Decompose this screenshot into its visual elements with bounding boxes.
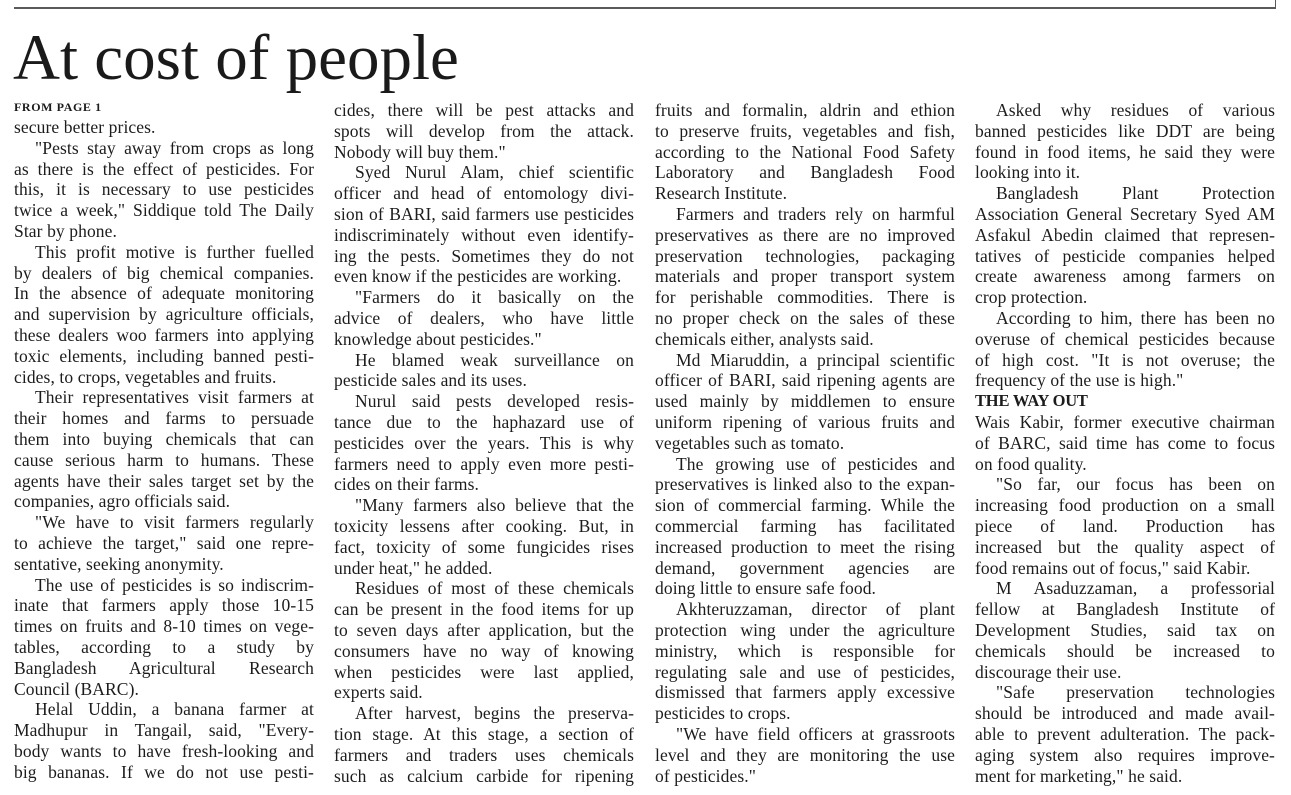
text-line: Star by phone. (14, 220, 117, 241)
text-line: banned pesticides like DDT are being (975, 120, 1275, 141)
paragraph (334, 350, 634, 392)
text-line: Farmers and traders rely on harmful (676, 203, 955, 224)
text-line: ment for marketing," he said. (975, 765, 1183, 786)
text-line: cides, to crops, vegetables and fruits. (14, 366, 277, 387)
text-line: Bangladesh Agricultural Research (14, 657, 314, 678)
paragraph (334, 391, 634, 495)
continued-from-label: FROM PAGE 1 (14, 100, 102, 114)
text-line: increasing food production on a small (975, 495, 1275, 516)
paragraph (14, 117, 314, 138)
text-line: toxic elements, including banned pesti- (14, 345, 314, 366)
text-line: chemicals either, analysts said. (655, 328, 874, 349)
text-line: "Pests stay away from crops as long (35, 137, 314, 158)
text-line: Wais Kabir, former executive chairman (975, 411, 1275, 432)
text-line: discourage their use. (975, 661, 1122, 682)
text-line: Helal Uddin, a banana farmer at (35, 699, 314, 720)
text-line: materials and proper transport system (655, 266, 955, 287)
paragraph (14, 512, 314, 574)
text-line: able to prevent adulteration. The pack- (975, 723, 1275, 744)
text-line: fruits and formalin, aldrin and ethion (655, 100, 955, 120)
headline: At cost of people (13, 22, 459, 94)
text-line: for perishable commodities. There is (655, 287, 955, 308)
text-line: "Many farmers also believe that the (355, 495, 634, 516)
article-column-3 (655, 100, 955, 786)
text-line: Md Miaruddin, a principal scientific (676, 349, 955, 370)
paragraph (975, 412, 1275, 474)
text-line: companies, agro officials said. (14, 491, 231, 512)
text-line: used mainly by middlemen to ensure (655, 391, 955, 412)
text-line: "Farmers do it basically on the (355, 287, 634, 308)
text-line: sion of BARI, said farmers use pesticides (334, 203, 634, 224)
text-line: ing the pests. Sometimes they do not (334, 245, 634, 266)
text-line: Association General Secretary Syed AM (975, 203, 1275, 224)
text-line: crop protection. (975, 287, 1088, 308)
text-line: consumers have no way of knowing (334, 640, 634, 661)
text-line: to preserve fruits, vegetables and fish, (655, 120, 955, 141)
paragraph (14, 575, 314, 700)
text-line: tables, according to a study by (14, 636, 314, 657)
text-line: such as calcium carbide for ripening (334, 765, 634, 786)
text-line: indiscriminately without even identify- (334, 224, 634, 245)
paragraph (334, 578, 634, 703)
text-line: regulating sale and use of pesticides, (655, 661, 955, 682)
text-line: chemicals should be increased to (975, 640, 1275, 661)
text-line: pesticide sales and its uses. (334, 370, 527, 391)
text-line: "We have to visit farmers regularly (35, 512, 314, 533)
paragraph (975, 308, 1275, 391)
text-line: Asked why residues of various (996, 100, 1275, 120)
text-line: doing little to ensure safe food. (655, 578, 877, 599)
paragraph (975, 100, 1275, 183)
paragraph (655, 204, 955, 350)
text-line: protection wing under the agriculture (655, 619, 955, 640)
text-line: fellow at Bangladesh Institute of (975, 599, 1275, 620)
text-line: commercial farming has facilitated (655, 515, 955, 536)
text-line: uniform ripening of various fruits and (655, 411, 955, 432)
paragraph (975, 474, 1275, 578)
text-line: can be present in the food items for up (334, 599, 634, 620)
text-line: "We have field officers at grassroots (676, 723, 955, 744)
text-line: level and they are monitoring the use (655, 744, 955, 765)
article-column-4 (975, 100, 1275, 786)
text-line: dismissed that farmers apply excessive (655, 682, 955, 703)
text-line: Development Studies, said tax on (975, 619, 1275, 640)
paragraph (655, 100, 955, 204)
text-line: farmers need to apply even more pesti- (334, 453, 634, 474)
text-line: found in food items, he said they were (975, 141, 1275, 162)
text-line: officer of BARI, said ripening agents are (655, 370, 955, 391)
paragraph (334, 287, 634, 349)
text-line: even know if the pesticides are working. (334, 266, 622, 287)
text-line: big bananas. If we do not use pesti- (14, 761, 314, 782)
text-line: Council (BARC). (14, 678, 139, 699)
text-line: preservatives as there are no improved (655, 224, 955, 245)
text-line: spots will develop from the attack. (334, 120, 634, 141)
text-line: tatives of pesticide companies helped (975, 245, 1275, 266)
text-line: to seven days after application, but the (334, 619, 634, 640)
text-line: times on fruits and 8-10 times on vege- (14, 616, 314, 637)
text-line: by dealers of big chemical companies. (14, 262, 314, 283)
text-line: fact, toxicity of some fungicides rises (334, 536, 634, 557)
paragraph (334, 162, 634, 287)
text-line: body wants to have fresh-looking and (14, 740, 314, 761)
paragraph (14, 699, 314, 782)
text-line: The growing use of pesticides and (676, 453, 955, 474)
text-line: advice of dealers, who have little (334, 307, 634, 328)
text-line: these dealers woo farmers into applying (14, 324, 314, 345)
text-line: preservation technologies, packaging (655, 245, 955, 266)
text-line: of high cost. "It is not overuse; the (975, 349, 1275, 370)
paragraph (655, 454, 955, 600)
text-line: according to the National Food Safety (655, 141, 955, 162)
paragraph (975, 578, 1275, 682)
text-line: inate that farmers apply those 10-15 (14, 595, 314, 616)
text-line: aging system also requires improve- (975, 744, 1275, 765)
paragraph (655, 350, 955, 454)
text-line: Asfakul Abedin claimed that represen- (975, 224, 1275, 245)
text-line: This profit motive is further fuelled (35, 241, 314, 262)
text-line: increased but the quality aspect of (975, 536, 1275, 557)
text-line: He blamed weak surveillance on (355, 349, 634, 370)
text-line: According to him, there has been no (996, 307, 1275, 328)
text-line: The use of pesticides is so indiscrim- (35, 574, 314, 595)
text-line: pesticides over the years. This is why (334, 432, 634, 453)
text-line: Nurul said pests developed resis- (355, 391, 634, 412)
text-line: knowledge about pesticides." (334, 328, 542, 349)
paragraph (975, 682, 1275, 786)
paragraph (655, 724, 955, 786)
text-line: their homes and farms to persuade (14, 408, 314, 429)
text-line: looking into it. (975, 162, 1081, 183)
text-line: demand, government agencies are (655, 557, 955, 578)
text-line: agents have their sales target set by the (14, 470, 314, 491)
text-line: toxicity lessens after cooking. But, in (334, 515, 634, 536)
paragraph (334, 495, 634, 578)
article-column-1 (14, 98, 314, 783)
text-line: twice a week," Siddique told The Daily (14, 200, 314, 221)
paragraph (14, 138, 314, 242)
text-line: frequency of the use is high." (975, 370, 1184, 391)
text-line: Residues of most of these chemicals (355, 578, 634, 599)
text-line: food remains out of focus," said Kabir. (975, 557, 1251, 578)
section-heading: THE WAY OUT (975, 391, 1088, 411)
text-line: experts said. (334, 682, 423, 703)
article-column-2 (334, 100, 634, 786)
text-line: Madhupur in Tangail, said, "Every- (14, 720, 314, 741)
text-line: when pesticides were last applied, (334, 661, 634, 682)
text-line: no proper check on the sales of these (655, 307, 955, 328)
paragraph (14, 387, 314, 512)
paragraph (334, 100, 634, 162)
text-line: of BARC, said time has come to focus (975, 432, 1275, 453)
text-line: preservatives is linked also to the expan- (655, 474, 955, 495)
text-line: them into buying chemicals that can (14, 428, 314, 449)
text-line: In the absence of adequate monitoring (14, 283, 314, 304)
text-line: overuse of chemical pesticides because (975, 328, 1275, 349)
text-line: on food quality. (975, 453, 1087, 474)
text-line: cides, there will be pest attacks and (334, 100, 634, 120)
text-line: to achieve the target," said one repre- (14, 532, 314, 553)
paragraph (655, 599, 955, 724)
text-line: "Safe preservation technologies (996, 682, 1275, 703)
text-line: vegetables such as tomato. (655, 432, 845, 453)
text-line: tion stage. At this stage, a section of (334, 723, 634, 744)
text-line: M Asaduzzaman, a professorial (996, 578, 1275, 599)
text-line: tance due to the haphazard use of (334, 411, 634, 432)
text-line: sion of commercial farming. While the (655, 495, 955, 516)
text-line: cause serious harm to humans. These (14, 449, 314, 470)
text-line: ministry, which is responsible for (655, 640, 955, 661)
text-line: this, it is necessary to use pesticides (14, 179, 314, 200)
paragraph (14, 242, 314, 388)
text-line: Research Institute. (655, 183, 788, 204)
text-line: Syed Nurul Alam, chief scientific (355, 162, 634, 183)
text-line: Their representatives visit farmers at (35, 387, 314, 408)
text-line: cides on their farms. (334, 474, 479, 495)
text-line: of pesticides." (655, 765, 756, 786)
paragraph (975, 183, 1275, 308)
text-line: should be introduced and made avail- (975, 703, 1275, 724)
text-line: create awareness among farmers on (975, 266, 1275, 287)
text-line: sentative, seeking anonymity. (14, 553, 224, 574)
text-line: pesticides to crops. (655, 703, 791, 724)
text-line: and supervision by agriculture officials, (14, 304, 314, 325)
text-line: secure better prices. (14, 117, 156, 137)
text-line: piece of land. Production has (975, 515, 1275, 536)
text-line: officer and head of entomology divi- (334, 183, 634, 204)
text-line: Bangladesh Plant Protection (996, 183, 1275, 204)
text-line: increased production to meet the rising (655, 536, 955, 557)
text-line: farmers and traders uses chemicals (334, 744, 634, 765)
text-line: "So far, our focus has been on (996, 474, 1275, 495)
text-line: as there is the effect of pesticides. For (14, 158, 314, 179)
text-line: Nobody will buy them." (334, 141, 506, 162)
text-line: Laboratory and Bangladesh Food (655, 162, 955, 183)
text-line: under heat," he added. (334, 557, 493, 578)
text-line: After harvest, begins the preserva- (355, 703, 634, 724)
text-line: Akhteruzzaman, director of plant (676, 599, 955, 620)
paragraph (334, 703, 634, 786)
